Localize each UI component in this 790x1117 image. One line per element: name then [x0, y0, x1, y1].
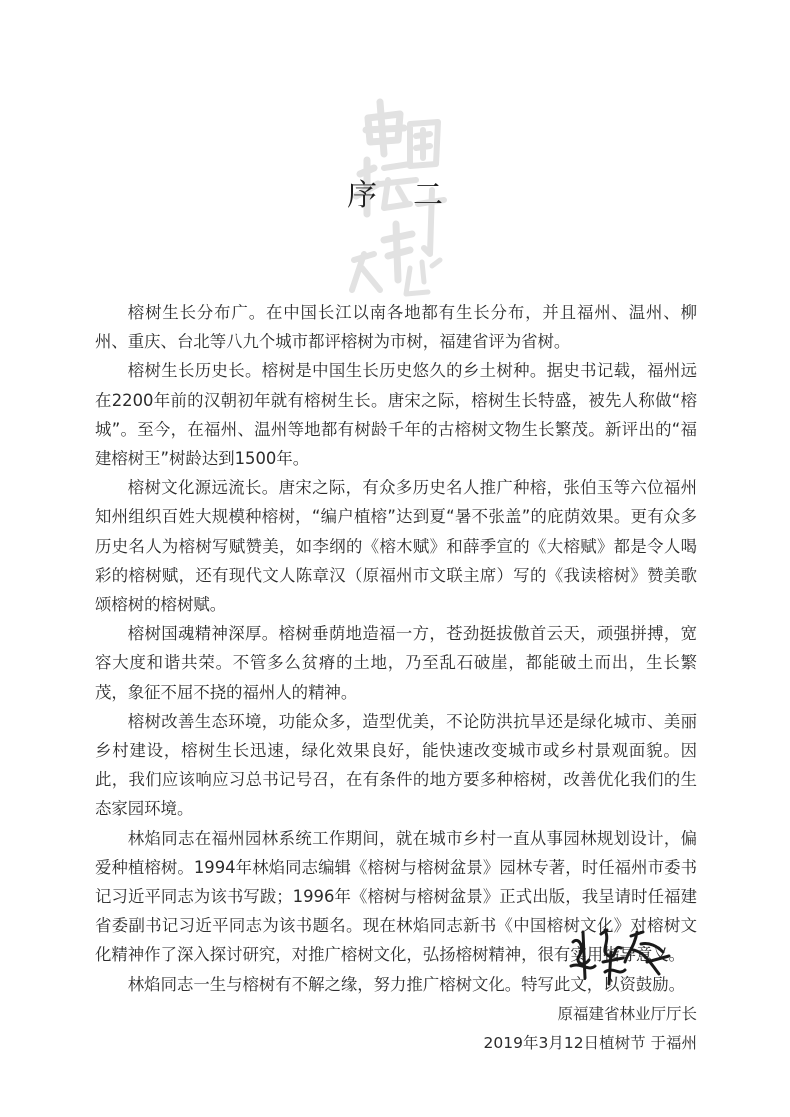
paragraph: 榕树生长分布广。在中国长江以南各地都有生长分布，并且福州、温州、柳州、重庆、台北等八九个城市都评榕树为市树，福建省评为省树。	[95, 303, 697, 352]
paragraph: 林焰同志一生与榕树有不解之缘，努力推广榕树文化。特写此文，以资鼓励。	[127, 974, 686, 994]
page-title: 序二	[347, 178, 479, 213]
paragraph: 榕树文化源远流长。唐宋之际，有众多历史名人推广种榕，张伯玉等六位福州知州组织百姓大规模种榕树，“编户植榕”达到夏“暑不张盖”的庇荫效果。更有众多历史名人为榕树写赋赞美，如李纲的《榕木赋》和薛季宣的《大榕赋》都是令人喝彩的榕树赋，还有现代文人陈章汉（原福州市文联主席）写的《我读榕树》赞美歌颂榕树的榕树赋。	[95, 478, 697, 615]
author-position: 原福建省林业厅厅长	[557, 1005, 697, 1023]
signature-block	[484, 1000, 697, 1058]
signature-icon	[565, 922, 675, 992]
paragraph: 榕树国魂精神深厚。榕树垂荫地造福一方，苍劲挺拔傲首云天，顽强拼搏，宽容大度和谐共荣。不管多么贫瘠的土地，乃至乱石破崖，都能破土而出，生长繁茂，象征不屈不挠的福州人的精神。	[95, 624, 697, 702]
paragraph: 林焰同志在福州园林系统工作期间，就在城市乡村一直从事园林规划设计，偏爱种植榕树。1994年林焰同志编辑《榕树与榕树盆景》园林专著，时任福州市委书记习近平同志为该书写跋；1996年《榕树与榕树盆景》正式出版，我呈请时任福建省委副书记习近平同志为该书题名。现在林焰同志新书《中国榕树文化》对榕树文化精神作了深入探讨研究，对推广榕树文化，弘扬榕树精神，很有实用指导意义。	[95, 828, 697, 965]
preface-body	[95, 298, 697, 999]
paragraph: 榕树生长历史长。榕树是中国生长历史悠久的乡土树种。据史书记载，福州远在2200年前的汉朝初年就有榕树生长。唐宋之际，榕树生长特盛，被先人称做“榕城”。至今，在福州、温州等地都有树龄千年的古榕树文物生长繁茂。新评出的“福建榕树王”树龄达到1500年。	[95, 361, 697, 469]
handwritten-signature	[565, 922, 675, 992]
paragraph: 榕树改善生态环境，功能众多，造型优美，不论防洪抗旱还是绿化城市、美丽乡村建设，榕树生长迅速，绿化效果良好，能快速改变城市或乡村景观面貌。因此，我们应该响应习总书记号召，在有条件的地方要多种榕树，改善优化我们的生态家园环境。	[95, 711, 697, 819]
signature-date-place: 2019年3月12日植树节 于福州	[483, 1034, 697, 1052]
